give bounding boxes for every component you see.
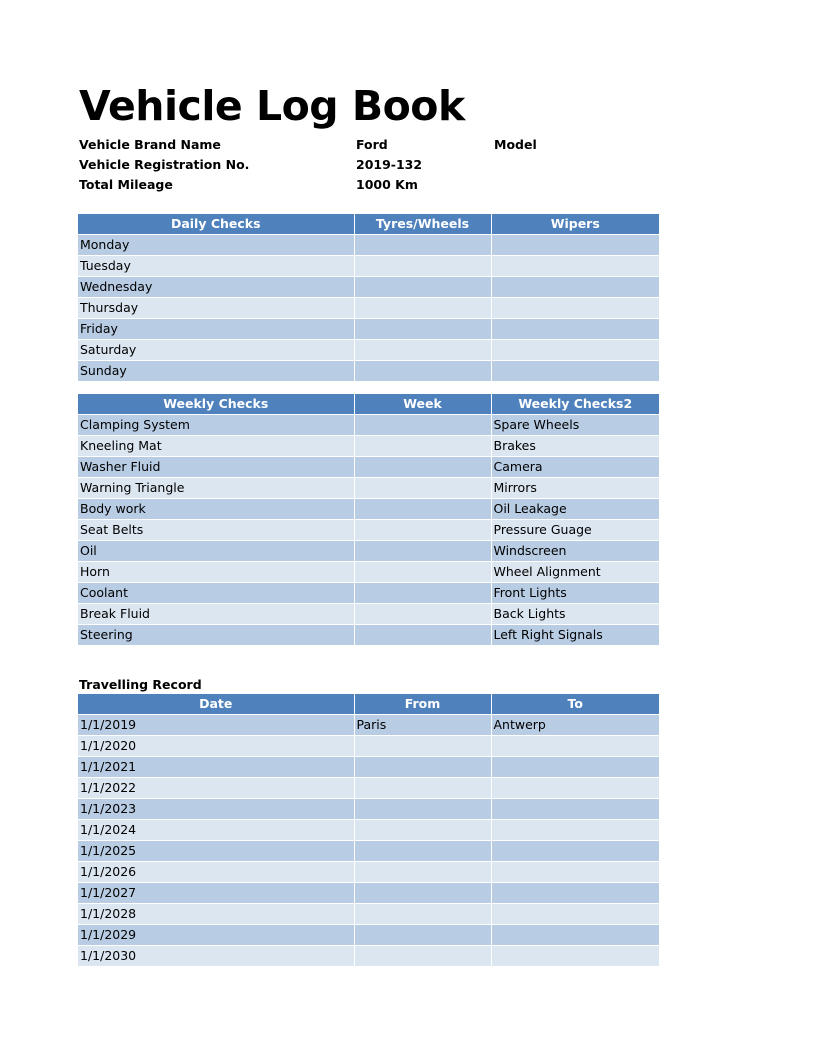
- table-cell[interactable]: Wednesday: [78, 277, 354, 298]
- table-row: [78, 520, 659, 541]
- table-row: [78, 778, 659, 799]
- table-cell[interactable]: [491, 340, 659, 361]
- table-row: [78, 277, 659, 298]
- table-cell[interactable]: Oil: [78, 541, 354, 562]
- table-row: [78, 820, 659, 841]
- table-cell[interactable]: 1/1/2021: [78, 757, 354, 778]
- table-row: [78, 436, 659, 457]
- table-cell[interactable]: Antwerp: [491, 715, 659, 736]
- table-cell[interactable]: [354, 883, 491, 904]
- table-cell[interactable]: [354, 319, 491, 340]
- table-cell[interactable]: [491, 235, 659, 256]
- table-cell[interactable]: [491, 319, 659, 340]
- column-header: From: [354, 694, 491, 715]
- table-cell[interactable]: [491, 277, 659, 298]
- table-cell[interactable]: [491, 256, 659, 277]
- table-cell[interactable]: [491, 820, 659, 841]
- info-label: Total Mileage: [79, 177, 173, 192]
- table-cell[interactable]: 1/1/2022: [78, 778, 354, 799]
- table-cell[interactable]: [354, 946, 491, 967]
- table-row: [78, 457, 659, 478]
- column-header: To: [491, 694, 659, 715]
- table-cell[interactable]: [491, 946, 659, 967]
- table-cell[interactable]: 1/1/2029: [78, 925, 354, 946]
- travelling-record-label: Travelling Record: [79, 677, 202, 692]
- info-row-registration: [79, 155, 659, 175]
- info-value[interactable]: 2019-132: [356, 157, 423, 172]
- table-cell[interactable]: [354, 562, 491, 583]
- table-cell[interactable]: 1/1/2026: [78, 862, 354, 883]
- table-cell[interactable]: Mirrors: [491, 478, 659, 499]
- table-cell[interactable]: Oil Leakage: [491, 499, 659, 520]
- column-header: Weekly Checks: [78, 394, 354, 415]
- table-row: [78, 340, 659, 361]
- table-cell[interactable]: [354, 583, 491, 604]
- table-row: [78, 478, 659, 499]
- table-row: [78, 256, 659, 277]
- table-cell[interactable]: Monday: [78, 235, 354, 256]
- table-row: [78, 904, 659, 925]
- table-row: [78, 841, 659, 862]
- vehicle-info: [79, 135, 659, 195]
- travelling-record-table: [78, 694, 659, 966]
- table-cell[interactable]: Break Fluid: [78, 604, 354, 625]
- table-cell[interactable]: Windscreen: [491, 541, 659, 562]
- table-cell[interactable]: Tuesday: [78, 256, 354, 277]
- info-value[interactable]: Ford: [356, 137, 388, 152]
- table-row: [78, 946, 659, 967]
- table-row: [78, 625, 659, 646]
- table-cell[interactable]: Steering: [78, 625, 354, 646]
- table-row: [78, 361, 659, 382]
- table-cell[interactable]: [354, 820, 491, 841]
- info-row-brand: [79, 135, 659, 155]
- table-cell[interactable]: [354, 604, 491, 625]
- table-cell[interactable]: Warning Triangle: [78, 478, 354, 499]
- table-cell[interactable]: [354, 862, 491, 883]
- table-cell[interactable]: [354, 340, 491, 361]
- column-header: Weekly Checks2: [491, 394, 659, 415]
- table-cell[interactable]: [491, 298, 659, 319]
- table-cell[interactable]: Paris: [354, 715, 491, 736]
- page-title: Vehicle Log Book: [79, 82, 465, 130]
- table-row: [78, 298, 659, 319]
- table-cell[interactable]: 1/1/2019: [78, 715, 354, 736]
- table-row: [78, 757, 659, 778]
- table-cell[interactable]: [354, 925, 491, 946]
- table-cell[interactable]: Back Lights: [491, 604, 659, 625]
- table-cell[interactable]: [354, 361, 491, 382]
- info-label: Vehicle Registration No.: [79, 157, 250, 172]
- table-cell[interactable]: 1/1/2025: [78, 841, 354, 862]
- table-cell[interactable]: [354, 298, 491, 319]
- info-label: Vehicle Brand Name: [79, 137, 221, 152]
- table-row: [78, 715, 659, 736]
- table-cell[interactable]: [354, 736, 491, 757]
- column-header: Tyres/Wheels: [354, 214, 491, 235]
- table-cell[interactable]: [354, 478, 491, 499]
- table-cell[interactable]: 1/1/2030: [78, 946, 354, 967]
- table-cell[interactable]: [354, 541, 491, 562]
- table-header-row: [78, 214, 659, 235]
- table-cell[interactable]: [491, 904, 659, 925]
- table-row: [78, 319, 659, 340]
- table-cell[interactable]: Body work: [78, 499, 354, 520]
- table-row: [78, 799, 659, 820]
- table-cell[interactable]: Clamping System: [78, 415, 354, 436]
- info-value[interactable]: 1000 Km: [356, 177, 418, 192]
- table-cell[interactable]: [354, 415, 491, 436]
- table-cell[interactable]: [491, 862, 659, 883]
- table-cell[interactable]: [491, 778, 659, 799]
- table-row: [78, 583, 659, 604]
- table-cell[interactable]: [491, 925, 659, 946]
- table-cell[interactable]: 1/1/2020: [78, 736, 354, 757]
- table-cell[interactable]: Saturday: [78, 340, 354, 361]
- table-cell[interactable]: Front Lights: [491, 583, 659, 604]
- info-extra-label: Model: [494, 137, 537, 152]
- table-cell[interactable]: [354, 841, 491, 862]
- daily-checks-table: [78, 214, 659, 381]
- table-row: [78, 541, 659, 562]
- table-cell[interactable]: [354, 625, 491, 646]
- table-cell[interactable]: [354, 904, 491, 925]
- table-cell[interactable]: Kneeling Mat: [78, 436, 354, 457]
- table-row: [78, 925, 659, 946]
- table-cell[interactable]: [491, 361, 659, 382]
- table-cell[interactable]: Wheel Alignment: [491, 562, 659, 583]
- table-row: [78, 235, 659, 256]
- table-row: [78, 562, 659, 583]
- table-cell[interactable]: 1/1/2024: [78, 820, 354, 841]
- table-cell[interactable]: [354, 457, 491, 478]
- table-row: [78, 604, 659, 625]
- table-cell[interactable]: [354, 436, 491, 457]
- table-cell[interactable]: Brakes: [491, 436, 659, 457]
- table-cell[interactable]: 1/1/2023: [78, 799, 354, 820]
- table-row: [78, 499, 659, 520]
- table-cell[interactable]: [354, 520, 491, 541]
- table-header-row: [78, 694, 659, 715]
- table-cell[interactable]: [354, 256, 491, 277]
- table-cell[interactable]: [354, 799, 491, 820]
- table-cell[interactable]: [491, 799, 659, 820]
- table-cell[interactable]: Thursday: [78, 298, 354, 319]
- column-header: Date: [78, 694, 354, 715]
- table-header-row: [78, 394, 659, 415]
- table-cell[interactable]: Spare Wheels: [491, 415, 659, 436]
- table-cell[interactable]: [354, 277, 491, 298]
- table-cell[interactable]: [354, 778, 491, 799]
- table-cell[interactable]: Camera: [491, 457, 659, 478]
- weekly-checks-table: [78, 394, 659, 645]
- table-row: [78, 862, 659, 883]
- table-cell[interactable]: [354, 499, 491, 520]
- table-cell[interactable]: Coolant: [78, 583, 354, 604]
- table-cell[interactable]: Left Right Signals: [491, 625, 659, 646]
- table-cell[interactable]: Pressure Guage: [491, 520, 659, 541]
- column-header: Wipers: [491, 214, 659, 235]
- table-row: [78, 883, 659, 904]
- table-cell[interactable]: [491, 757, 659, 778]
- column-header: Daily Checks: [78, 214, 354, 235]
- table-cell[interactable]: Horn: [78, 562, 354, 583]
- table-cell[interactable]: [491, 883, 659, 904]
- table-cell[interactable]: Sunday: [78, 361, 354, 382]
- table-cell[interactable]: [491, 841, 659, 862]
- table-cell[interactable]: Washer Fluid: [78, 457, 354, 478]
- table-cell[interactable]: Seat Belts: [78, 520, 354, 541]
- table-cell[interactable]: [354, 757, 491, 778]
- table-row: [78, 736, 659, 757]
- table-cell[interactable]: 1/1/2027: [78, 883, 354, 904]
- table-row: [78, 415, 659, 436]
- table-cell[interactable]: [491, 736, 659, 757]
- table-cell[interactable]: [354, 235, 491, 256]
- table-cell[interactable]: 1/1/2028: [78, 904, 354, 925]
- column-header: Week: [354, 394, 491, 415]
- table-cell[interactable]: Friday: [78, 319, 354, 340]
- info-row-mileage: [79, 175, 659, 195]
